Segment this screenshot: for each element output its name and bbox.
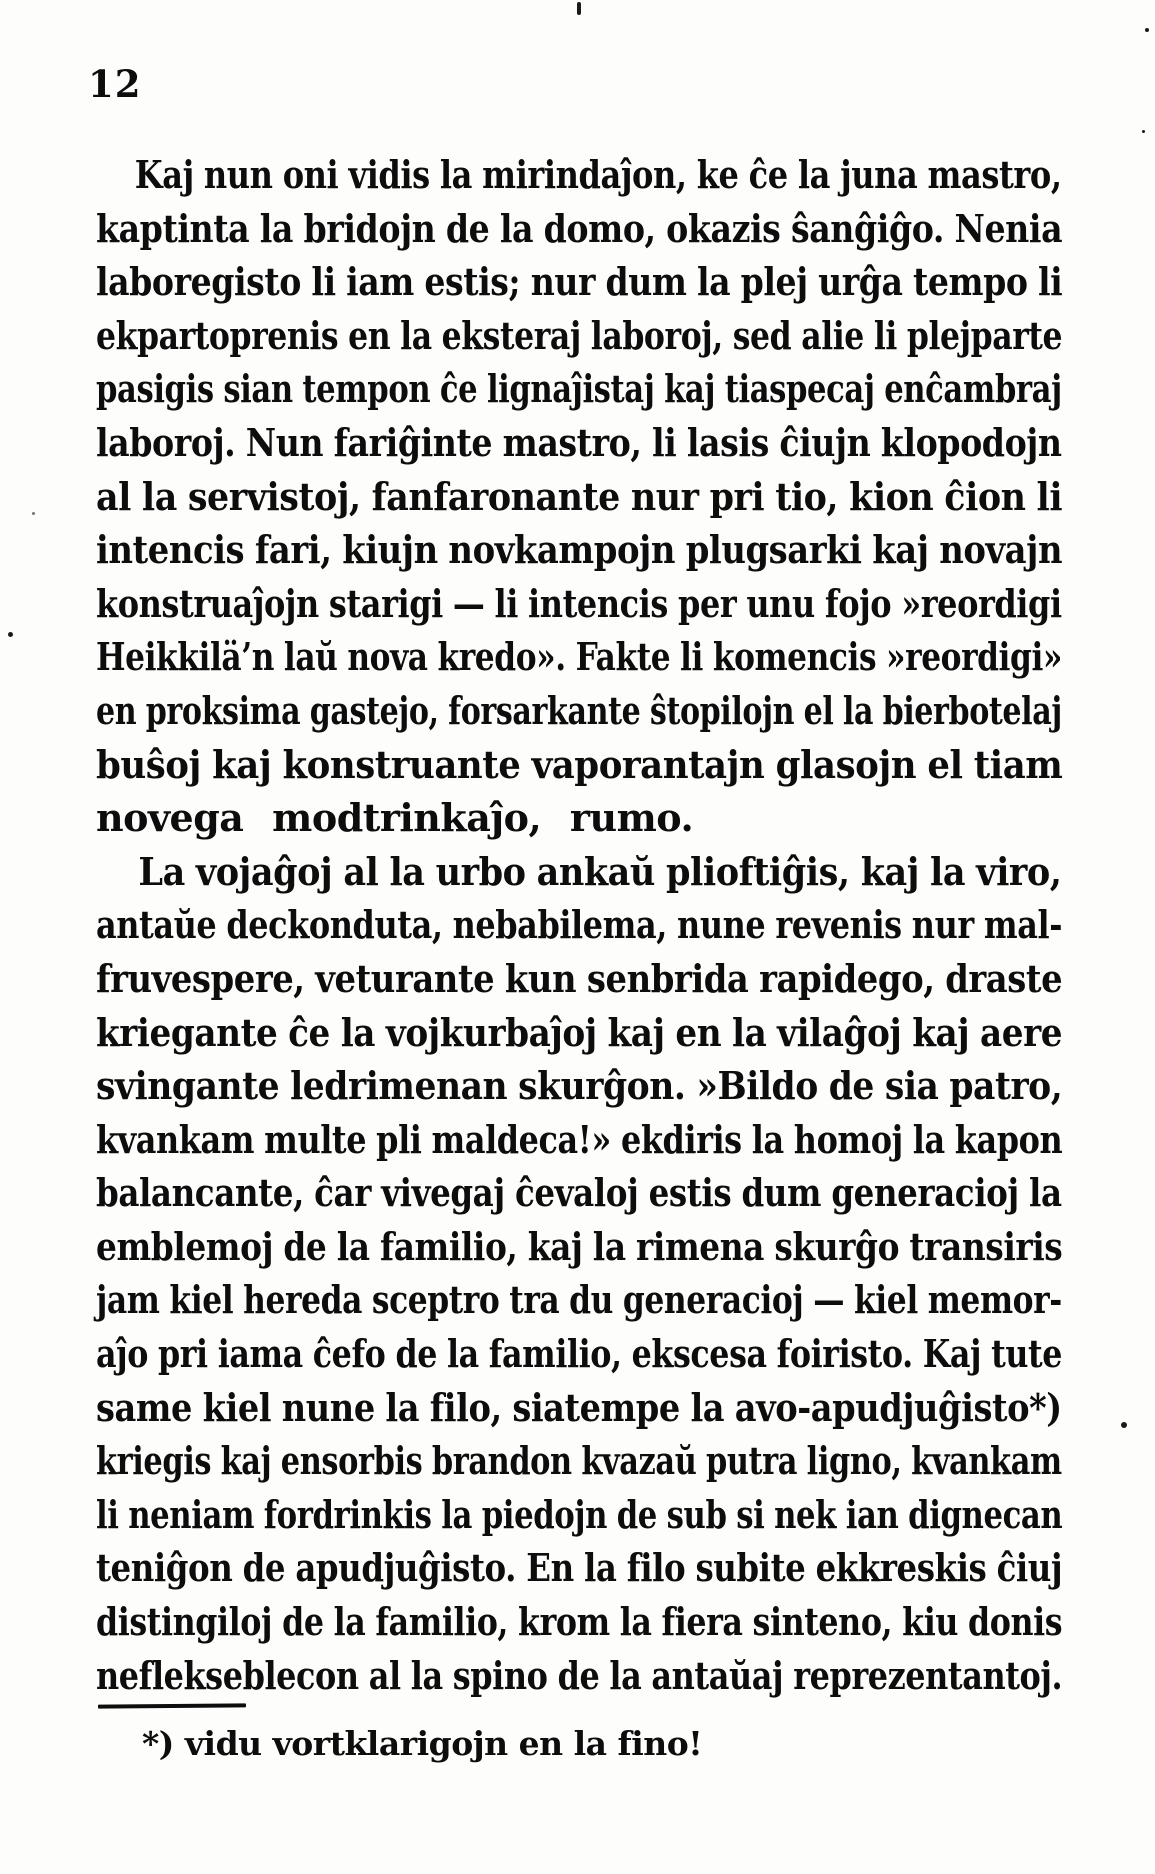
- ink-speck: [1142, 130, 1145, 133]
- footnote-text: *) vidu vortklarigojn en la fino!: [142, 1724, 703, 1763]
- text-line: distingiloj de la familio, krom la fiera sinteno, kiu donis: [96, 1599, 1063, 1645]
- text-line: emblemoj de la familio, kaj la rimena skurĝo transiris: [96, 1223, 1063, 1269]
- ink-speck: [1121, 1422, 1127, 1428]
- text-line: al la servistoj, fanfaronante nur pri tio, kion ĉion li: [96, 473, 1063, 519]
- ink-speck: [8, 632, 13, 637]
- text-line: aĵo pri iama ĉefo de la familio, ekscesa foiristo. Kaj tute: [96, 1331, 1063, 1377]
- footnote: [96, 1704, 1062, 1766]
- text-line: kriegis kaj ensorbis brandon kvazaŭ putra ligno, kvankam: [96, 1438, 1062, 1484]
- text-line: buŝoj kaj konstruante vaporantajn glasojn el tiam: [96, 741, 1063, 787]
- text-line: neflekseblecon al la spino de la antaŭaj reprezentantoj.: [96, 1652, 1063, 1698]
- text-line: same kiel nune la filo, siatempe la avo-apudjuĝisto*): [96, 1384, 1062, 1430]
- page-number: 12: [88, 62, 142, 106]
- ink-speck: [32, 512, 35, 515]
- text-line: ekpartoprenis en la eksteraj laboroj, sed alie li plejparte: [96, 312, 1063, 358]
- text-line: fruvespere, veturante kun senbrida rapidego, draste: [96, 955, 1063, 1001]
- paragraph: [96, 845, 1062, 1703]
- paragraph: [96, 148, 1062, 845]
- text-line: kvankam multe pli maldeca!» ekdiris la homoj la kapon: [96, 1116, 1063, 1162]
- footnote-rule: [98, 1703, 246, 1708]
- text-line: kriegante ĉe la vojkurbaĵoj kaj en la vilaĝoj kaj aere: [96, 1009, 1063, 1055]
- text-line: li neniam fordrinkis la piedojn de sub si nek ian dignecan: [96, 1491, 1063, 1537]
- text-block: [96, 148, 1062, 1702]
- text-line: teniĝon de apudjuĝisto. En la filo subite ekkreskis ĉiuj: [96, 1545, 1063, 1591]
- ink-speck: [577, 2, 581, 15]
- text-line: Heikkilä’n laŭ nova kredo». Fakte li komencis »reordigi»: [96, 634, 1063, 680]
- text-line: jam kiel hereda sceptro tra du generacioj — kiel memor-: [96, 1277, 1062, 1323]
- text-line: svingante ledrimenan skurĝon. »Bildo de sia patro,: [96, 1063, 1063, 1109]
- text-line: novega modtrinkaĵo, rumo.: [96, 795, 694, 841]
- text-line: intencis fari, kiujn novkampojn plugsarki kaj novajn: [96, 527, 1063, 573]
- text-line: La vojaĝoj al la urbo ankaŭ plioftiĝis, kaj la viro,: [138, 848, 1062, 894]
- text-line: pasigis sian tempon ĉe lignaĵistaj kaj tiaspecaj enĉambraj: [96, 366, 1062, 412]
- text-line: laboroj. Nun fariĝinte mastro, li lasis ĉiujn klopodojn: [96, 419, 1062, 465]
- text-line: balancante, ĉar vivegaj ĉevaloj estis dum generacioj la: [96, 1170, 1062, 1216]
- text-line: Kaj nun oni vidis la mirindaĵon, ke ĉe la juna mastro,: [134, 152, 1062, 197]
- ink-speck: [1145, 28, 1149, 32]
- text-line: antaŭe deckonduta, nebabilema, nune revenis nur mal-: [96, 902, 1063, 948]
- text-line: kaptinta la bridojn de la domo, okazis ŝanĝiĝo. Nenia: [96, 205, 1063, 251]
- text-line: en proksima gastejo, forsarkante ŝtopilojn el la bierbotelaj: [96, 687, 1062, 733]
- text-line: laboregisto li iam estis; nur dum la plej urĝa tempo li: [96, 259, 1063, 305]
- text-line: konstruaĵojn starigi — li intencis per unu fojo »reordigi: [96, 580, 1062, 626]
